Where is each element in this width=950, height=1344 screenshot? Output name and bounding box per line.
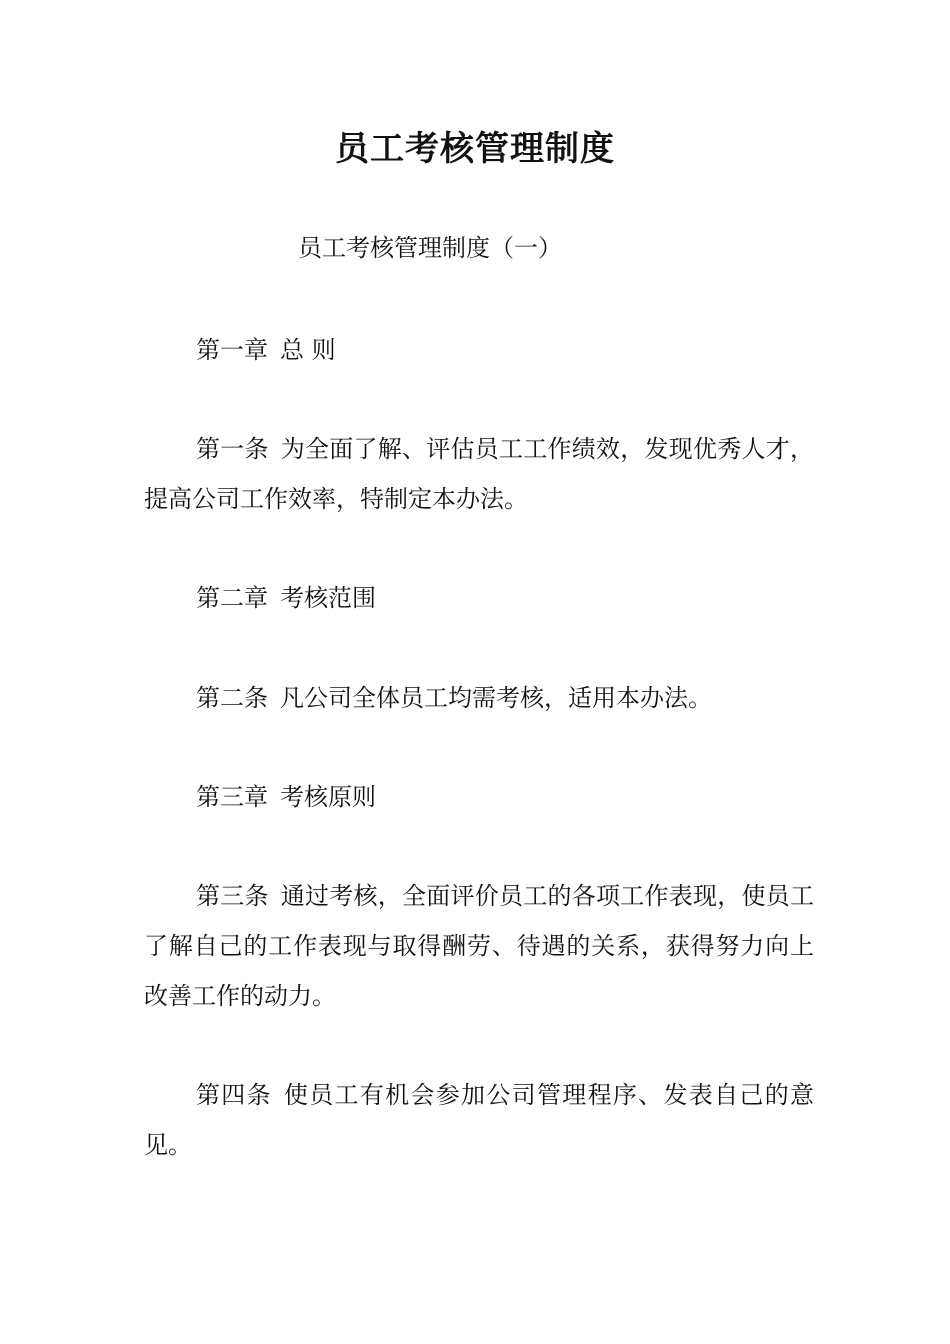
- chapter-heading: [196, 332, 336, 368]
- article-paragraph: [144, 424, 814, 524]
- chapter-label: 第二章: [196, 584, 268, 612]
- article-label: 第二条: [196, 684, 268, 712]
- article-text: 使员工有机会参加公司管理程序、发表自己的意见。: [144, 1081, 815, 1159]
- document-subtitle: 员工考核管理制度（一）: [298, 234, 562, 262]
- chapter-title: 考核范围: [280, 584, 376, 612]
- chapter-label: 第三章: [196, 783, 268, 811]
- article-paragraph: [144, 1070, 814, 1170]
- chapter-heading: [196, 580, 376, 616]
- article-label: 第四条: [196, 1081, 272, 1109]
- article-paragraph: [144, 673, 814, 723]
- chapter-title: 考核原则: [280, 783, 376, 811]
- article-paragraph: [144, 871, 814, 1021]
- chapter-heading: [196, 779, 376, 815]
- article-text: 为全面了解、评估员工工作绩效，发现优秀人才，提高公司工作效率，特制定本办法。: [144, 435, 814, 513]
- chapter-title: 总 则: [280, 336, 336, 364]
- chapter-label: 第一章: [196, 336, 268, 364]
- document-title: 员工考核管理制度: [335, 129, 615, 169]
- article-label: 第三条: [196, 882, 269, 910]
- article-text: 凡公司全体员工均需考核，适用本办法。: [280, 684, 712, 712]
- article-text: 通过考核，全面评价员工的各项工作表现，使员工了解自己的工作表现与取得酬劳、待遇的关系，获得努力向上改善工作的动力。: [144, 882, 814, 1010]
- article-label: 第一条: [196, 435, 269, 463]
